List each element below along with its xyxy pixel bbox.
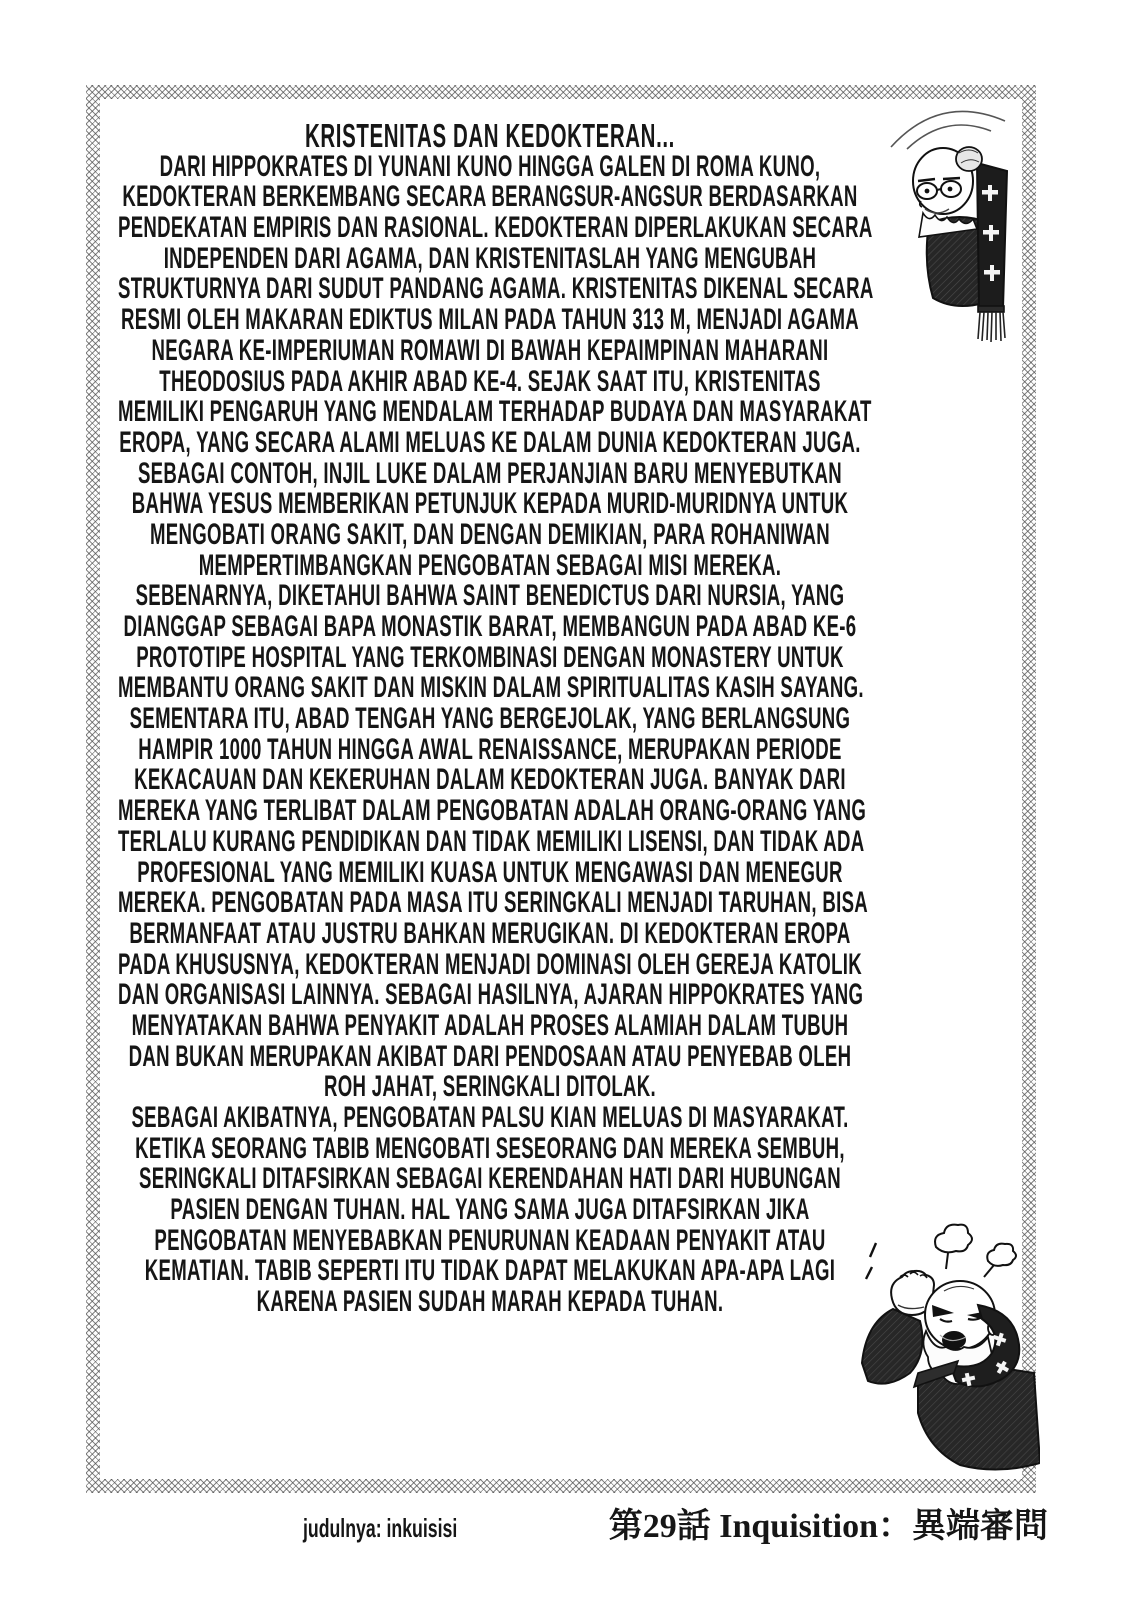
body-line: MENYATAKAN BAHWA PENYAKIT ADALAH PROSES ALAMIAH DALAM TUBUH xyxy=(131,1008,849,1042)
steam-puff-icon xyxy=(935,1225,1016,1277)
body-line: KEMATIAN. TABIB SEPERTI ITU TIDAK DAPAT MELAKUKAN APA-APA LAGI xyxy=(144,1254,836,1288)
old-priest-peeking-illustration xyxy=(885,93,1037,348)
article-text-block xyxy=(118,117,874,1319)
footer-note: judulnya: inkuisisi xyxy=(303,1513,458,1543)
body-line: SEBAGAI AKIBATNYA, PENGOBATAN PALSU KIAN MELUAS DI MASYARAKAT. xyxy=(131,1101,849,1134)
body-line: PENDEKATAN EMPIRIS DAN RASIONAL. KEDOKTERAN DIPERLAKUKAN SECARA xyxy=(118,211,873,245)
body-line: HAMPIR 1000 TAHUN HINGGA AWAL RENAISSANCE, MERUPAKAN PERIODE xyxy=(138,732,842,766)
body-line: MEMILIKI PENGARUH YANG MENDALAM TERHADAP BUDAYA DAN MASYARAKAT xyxy=(118,395,872,429)
body-line: PADA KHUSUSNYA, KEDOKTERAN MENJADI DOMINASI OLEH GEREJA KATOLIK xyxy=(118,947,862,981)
body-line: KARENA PASIEN SUDAH MARAH KEPADA TUHAN. xyxy=(256,1285,724,1319)
body-line: SEBENARNYA, DIKETAHUI BAHWA SAINT BENEDICTUS DARI NURSIA, YANG xyxy=(135,579,845,613)
body-line: KEKACAUAN DAN KEKERUHAN DALAM KEDOKTERAN JUGA. BANYAK DARI xyxy=(134,763,846,797)
body-line: ROH JAHAT, SERINGKALI DITOLAK. xyxy=(323,1070,657,1104)
body-line: RESMI OLEH MAKARAN EDIKTUS MILAN PADA TAHUN 313 M, MENJADI AGAMA xyxy=(120,303,860,337)
body-line: PROFESIONAL YANG MEMILIKI KUASA UNTUK MENGAWASI DAN MENEGUR xyxy=(137,855,843,889)
body-line: INDEPENDEN DARI AGAMA, DAN KRISTENITASLAH YANG MENGUBAH xyxy=(163,241,817,275)
angry-priest-illustration xyxy=(848,1213,1040,1481)
body-line: PENGOBATAN MENYEBABKAN PENURUNAN KEADAAN PENYAKIT ATAU xyxy=(154,1223,826,1257)
body-lines xyxy=(118,149,874,1319)
stole-fringe xyxy=(978,306,1005,342)
body-line: DAN BUKAN MERUPAKAN AKIBAT DARI PENDOSAAN ATAU PENYEBAB OLEH xyxy=(128,1039,852,1073)
priest-head xyxy=(913,147,982,237)
body-line: DARI HIPPOKRATES DI YUNANI KUNO HINGGA GALEN DI ROMA KUNO, xyxy=(159,149,821,183)
page-title: KRISTENITAS DAN KEDOKTERAN... xyxy=(305,117,675,154)
body-line: SEBAGAI CONTOH, INJIL LUKE DALAM PERJANJIAN BARU MENYEBUTKAN xyxy=(137,456,843,490)
body-line: THEODOSIUS PADA AKHIR ABAD KE-4. SEJAK SAAT ITU, KRISTENITAS xyxy=(159,364,821,398)
body-line: MEREKA YANG TERLIBAT DALAM PENGOBATAN ADALAH ORANG-ORANG YANG xyxy=(118,794,867,828)
body-line: BAHWA YESUS MEMBERIKAN PETUNJUK KEPADA MURID-MURIDNYA UNTUK xyxy=(131,487,849,521)
body-line: STRUKTURNYA DARI SUDUT PANDANG AGAMA. KRISTENITAS DIKENAL SECARA xyxy=(118,272,874,306)
priest-arm-sleeve xyxy=(862,1309,922,1384)
body-line: PASIEN DENGAN TUHAN. HAL YANG SAMA JUGA DITAFSIRKAN JIKA xyxy=(170,1193,810,1227)
body-line: MEMBANTU ORANG SAKIT DAN MISKIN DALAM SPIRITUALITAS KASIH SAYANG. xyxy=(118,671,864,705)
chapter-title: 第29話 Inquisition：異端審問 xyxy=(608,1508,1048,1545)
body-line: KEDOKTERAN BERKEMBANG SECARA BERANGSUR-ANGSUR BERDASARKAN xyxy=(122,180,858,214)
body-line: TERLALU KURANG PENDIDIKAN DAN TIDAK MEMILIKI LISENSI, DAN TIDAK ADA xyxy=(118,824,865,858)
body-line: BERMANFAAT ATAU JUSTRU BAHKAN MERUGIKAN. DI KEDOKTERAN EROPA xyxy=(129,916,851,950)
priest-stole xyxy=(977,163,1007,342)
swoosh-lines-icon xyxy=(891,111,1005,149)
body-line: PROTOTIPE HOSPITAL YANG TERKOMBINASI DENGAN MONASTERY UNTUK xyxy=(136,640,844,674)
body-line: MEREKA. PENGOBATAN PADA MASA ITU SERINGKALI MENJADI TARUHAN, BISA xyxy=(118,886,869,920)
body-line: DIANGGAP SEBAGAI BAPA MONASTIK BARAT, MEMBANGUN PADA ABAD KE-6 xyxy=(123,610,857,643)
body-line: KETIKA SEORANG TABIB MENGOBATI SESEORANG DAN MEREKA SEMBUH, xyxy=(135,1131,845,1165)
body-line: SERINGKALI DITAFSIRKAN SEBAGAI KERENDAHAN HATI DARI HUBUNGAN xyxy=(139,1162,841,1196)
body-line: MENGOBATI ORANG SAKIT, DAN DENGAN DEMIKIAN, PARA ROHANIWAN xyxy=(149,517,831,551)
speed-dash-icon xyxy=(866,1243,876,1279)
body-line: EROPA, YANG SECARA ALAMI MELUAS KE DALAM DUNIA KEDOKTERAN JUGA. xyxy=(119,425,861,459)
body-line: DAN ORGANISASI LAINNYA. SEBAGAI HASILNYA, AJARAN HIPPOKRATES YANG xyxy=(118,978,864,1012)
body-line: NEGARA KE-IMPERIUMAN ROMAWI DI BAWAH KEPAIMPINAN MAHARANI xyxy=(151,333,829,367)
body-line: SEMENTARA ITU, ABAD TENGAH YANG BERGEJOLAK, YANG BERLANGSUNG xyxy=(129,702,851,736)
body-line: MEMPERTIMBANGKAN PENGOBATAN SEBAGAI MISI MEREKA. xyxy=(198,548,782,582)
